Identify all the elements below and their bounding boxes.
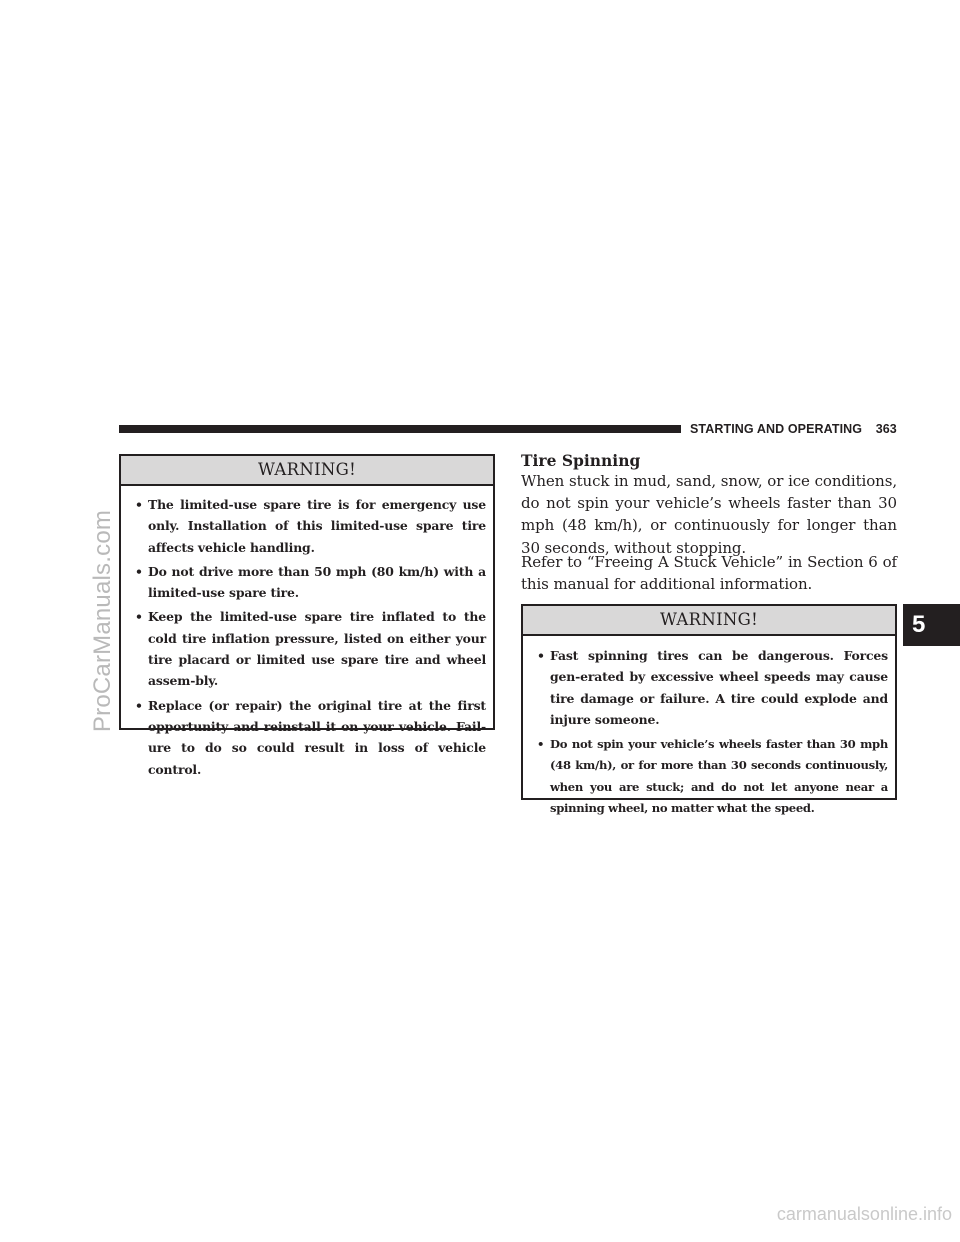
warning-list <box>523 636 895 819</box>
body-paragraph: When stuck in mud, sand, snow, or ice conditions, do not spin your vehicle’s wheels faster than 30 mph (48 km/h), or continuously for longer than 30 seconds, without stopping. <box>521 472 897 557</box>
warning-box-spare-tire <box>119 454 495 777</box>
body-paragraph: Refer to “Freeing A Stuck Vehicle” in Section 6 of this manual for additional information. <box>521 553 897 594</box>
warning-list <box>121 486 493 780</box>
warning-item: • Do not drive more than 50 mph (80 km/h) with a limited-use spare tire. <box>148 561 486 604</box>
section-heading-tire-spinning: Tire Spinning <box>521 451 641 470</box>
bullet-icon: • <box>135 563 143 579</box>
section-tab: 5 <box>903 604 960 646</box>
bullet-icon: • <box>537 648 545 663</box>
warning-item: • Replace (or repair) the original tire at the first opportunity and reinstall it on your vehicle. Fail-ure to do so could result in loss of vehicle control. <box>148 695 486 780</box>
warning-item: • Keep the limited-use spare tire inflated to the cold tire inflation pressure, listed on either your tire placard or limited use spare tire and wheel assem-bly. <box>148 606 486 691</box>
bullet-icon: • <box>135 697 143 713</box>
warning-title: WARNING! <box>523 606 895 636</box>
bullet-icon: • <box>537 737 545 752</box>
warning-item: • Do not spin your vehicle’s wheels faster than 30 mph (48 km/h), or for more than 30 seconds continuously, when you are stuck; and do not let anyone near a spinning wheel, no matter what the speed. <box>550 734 888 819</box>
warning-item: • The limited-use spare tire is for emergency use only. Installation of this limited-use spare tire affects vehicle handling. <box>148 494 486 558</box>
bullet-icon: • <box>135 497 143 512</box>
footer-watermark: carmanualsonline.info <box>776 1204 952 1224</box>
page-number: 363 <box>875 422 897 436</box>
section-title: STARTING AND OPERATING <box>690 422 863 436</box>
bullet-icon: • <box>135 609 143 625</box>
warning-box-tire-spinning <box>521 604 897 816</box>
warning-title: WARNING! <box>121 456 493 486</box>
warning-item: • Fast spinning tires can be dangerous. Forces gen-erated by excessive wheel speeds may cause tire damage or failure. A tire could explode and injure someone. <box>550 645 888 730</box>
header-rule <box>119 425 681 433</box>
running-head <box>690 421 897 437</box>
side-watermark: ProCarManuals.com <box>89 509 116 733</box>
